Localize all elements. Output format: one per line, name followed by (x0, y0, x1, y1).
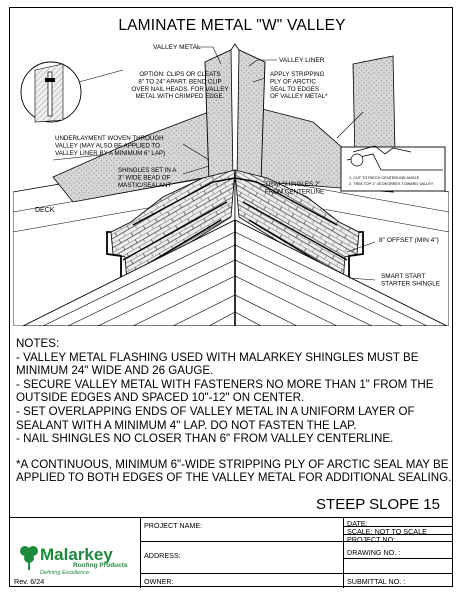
footnote: *A CONTINUOUS, MINIMUM 6"-WIDE STRIPPING PLY OF ARCTIC SEAL MAY BE APPLIED TO BOTH EDGES OF THE VALLEY METAL FOR ADDITIONAL SEALING. (16, 457, 452, 485)
project-name-field: PROJECT NAME: (144, 521, 203, 530)
note-item: - SECURE VALLEY METAL WITH FASTENERS NO MORE THAN 1" FROM THE OUTSIDE EDGES AND SPACED 10"-12" ON CENTER. (16, 377, 434, 405)
shamrock-icon (20, 546, 38, 570)
label-shingles-set: SHINGLES SET IN A 3" WIDE BEAD OF MASTIC/SEALANT (118, 167, 177, 189)
label-underlayment: UNDERLAYMENT WOVEN THROUGH VALLEY (MAY ALSO BE APPLIED TO VALLEY LINER BY A MINIMUM 6" LAP) (55, 135, 166, 157)
valley-metal (205, 44, 265, 182)
detail-note-2: 2. TRIM TOP 1" 45 DEGREES TOWARD VALLEY (349, 182, 434, 186)
logo-name: Malarkey (40, 545, 113, 564)
date-field: DATE: (347, 519, 368, 528)
label-smart-start: SMART START STARTER SHINGLE (381, 273, 441, 288)
notes-heading: NOTES: (16, 337, 60, 350)
note-item: - SET OVERLAPPING ENDS OF VALLEY METAL IN A UNIFORM LAYER OF SEALANT WITH A MINIMUM 4" LAP. DO NOT FASTEN THE LAP. (16, 404, 415, 432)
title-block (9, 517, 453, 588)
revision-label: Rev. 6/24 (14, 577, 45, 586)
label-trim-shingles: TRIM SHINGLES 2" FROM CENTERLINE (265, 181, 325, 196)
note-item: - NAIL SHINGLES NO CLOSER THAN 6" FROM VALLEY CENTERLINE. (16, 432, 394, 446)
detail-note-1: 1. CUT TO PATCH CENTERLINE ANGLE (349, 176, 420, 180)
label-apply-stripping: APPLY STRIPPING PLY OF ARCTIC SEAL TO EDGES OF VALLEY METAL* (270, 71, 328, 101)
label-offset: 8" OFFSET (MIN 4") (379, 237, 439, 244)
valley-diagram (13, 42, 449, 326)
label-option-clips: OPTION: CLIPS OR CLEATS 8" TO 24" APART. BEND CLIP OVER NAIL HEADS. FOR VALLEY METAL WITH CRIMPED EDGE. (131, 71, 229, 101)
drawing-no-field: DRAWING NO. : (347, 548, 401, 557)
series-label: STEEP SLOPE 15 (316, 496, 440, 513)
address-field: ADDRESS: (144, 551, 181, 560)
logo-tagline: Defining Excellence. (40, 570, 91, 576)
notes-section (16, 337, 456, 485)
trim-detail (341, 146, 445, 191)
project-no-field: PROJECT NO: (347, 535, 396, 544)
label-valley-liner: VALLEY LINER (279, 57, 325, 64)
clip-detail (21, 62, 81, 122)
logo-sub: Roofing Products (73, 562, 128, 569)
label-valley-metal: VALLEY METAL (153, 44, 201, 51)
scale-field: SCALE: NOT TO SCALE (347, 527, 427, 536)
submittal-no-field: SUBMITTAL NO. : (347, 577, 406, 586)
drawing-title: LAMINATE METAL "W" VALLEY (118, 17, 346, 34)
label-deck: DECK (35, 207, 55, 214)
malarkey-logo (16, 540, 136, 576)
note-item: - VALLEY METAL FLASHING USED WITH MALARKEY SHINGLES MUST BE MINIMUM 24" WIDE AND 26 GAUGE. (16, 350, 419, 378)
owner-field: OWNER: (144, 577, 174, 586)
